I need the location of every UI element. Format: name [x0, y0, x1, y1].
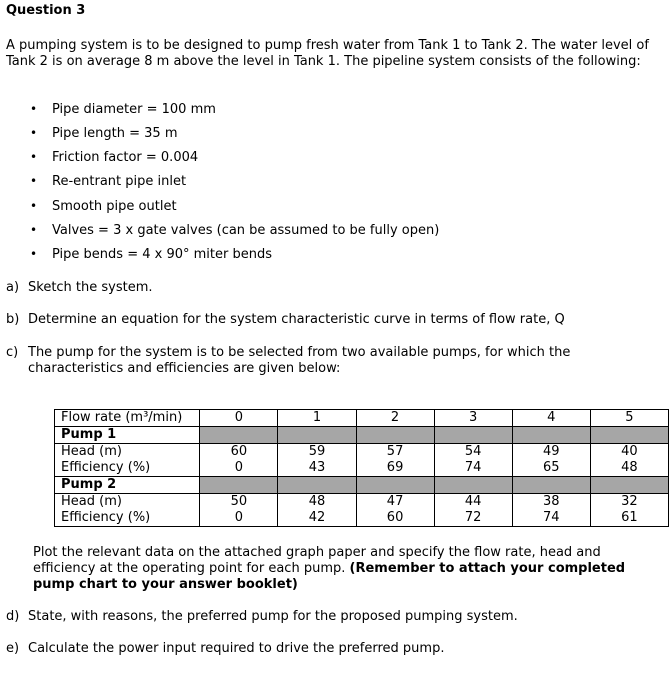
plot-instructions: Plot the relevant data on the attached graph paper and specify the flow rate, head and efficiency at the operating point for each pump. (Remember to attach your completed pump chart to your answer booklet)	[33, 545, 626, 592]
table-row: Flow rate (m³/min) 0 1 2 3 4 5	[55, 410, 669, 427]
bullet-icon: •	[30, 199, 38, 213]
pump1-heading: Pump 1	[55, 427, 200, 444]
bullet-icon: •	[30, 126, 38, 140]
question-text: State, with reasons, the preferred pump for the proposed pumping system.	[28, 609, 518, 624]
pump2-heading: Pump 2	[55, 477, 200, 494]
table-row: Efficiency (%) 0 43 69 74 65 48	[55, 460, 669, 477]
question-title: Question 3	[6, 3, 86, 18]
plot-reminder: (Remember to attach your completed pump chart to your answer booklet)	[33, 561, 626, 592]
table-row: Efficiency (%) 0 42 60 72 74 61	[55, 510, 669, 527]
table-row	[55, 477, 669, 494]
table-row: Head (m) 50 48 47 44 38 32	[55, 494, 669, 511]
bullet-icon: •	[30, 247, 38, 261]
question-label: e)	[6, 641, 20, 656]
question-label: a)	[6, 280, 20, 295]
question-text: The pump for the system is to be selected from two available pumps, for which the characteristics and efficiencies are given below:	[28, 345, 571, 376]
question-text: Calculate the power input required to drive the preferred pump.	[28, 641, 445, 656]
bullet-icon: •	[30, 174, 38, 188]
bullet-icon: •	[30, 102, 38, 116]
page: Question 3 A pumping system is to be designed to pump fresh water from Tank 1 to Tank 2. The water level of Tank 2 is on average 8 m above the level in Tank 1. The pipeline system consists of the following: • Pipe diameter = 100 mm • Pipe length = 35 m • Friction factor = 0.004 • Re-entrant pipe inlet • Smooth pipe outlet • Valves = 3 x gate valves (can be assumed to be fully open) • Pipe bends = 4 x 90° miter bends a) Sketch the system. b) Determine an equation for the system characteristic curve in terms of flow rate, Q c) The pump for the system is to be selected from two available pumps, for which the characteristics and efficiencies are given below: Flow rate (m³/min) 0 1 2 3 4 5 Pump 1 Head (m) 60 59 57 54 49 40 Efficiency (%) 0 43 69 74 65 48 Pump 2 Head (m) 50 48 47 44 38 32 Efficiency (%) 0 42 60 72 74 61 Plot the relevant data on the attached graph paper and specify the flow rate, head and efficiency at the operating point for each pump. (Remember to attach your completed pump chart to your answer booklet) d) State, with reasons, the preferred pump for the proposed pumping system. e) Calculate the power input required to drive the preferred pump.	[0, 0, 669, 674]
pump-data-table	[54, 409, 669, 527]
intro-paragraph: A pumping system is to be designed to pump fresh water from Tank 1 to Tank 2. The water level of Tank 2 is on average 8 m above the level in Tank 1. The pipeline system consists of the following:	[6, 38, 649, 69]
table-row	[55, 427, 669, 444]
question-label: d)	[6, 609, 20, 624]
question-text: Determine an equation for the system characteristic curve in terms of flow rate, Q	[28, 312, 565, 327]
table-row: Head (m) 60 59 57 54 49 40	[55, 444, 669, 461]
bullet-icon: •	[30, 223, 38, 237]
question-label: b)	[6, 312, 20, 327]
question-label: c)	[6, 345, 19, 360]
flow-rate-label: Flow rate (m³/min)	[55, 410, 200, 427]
bullet-icon: •	[30, 150, 38, 164]
question-text: Sketch the system.	[28, 280, 153, 295]
